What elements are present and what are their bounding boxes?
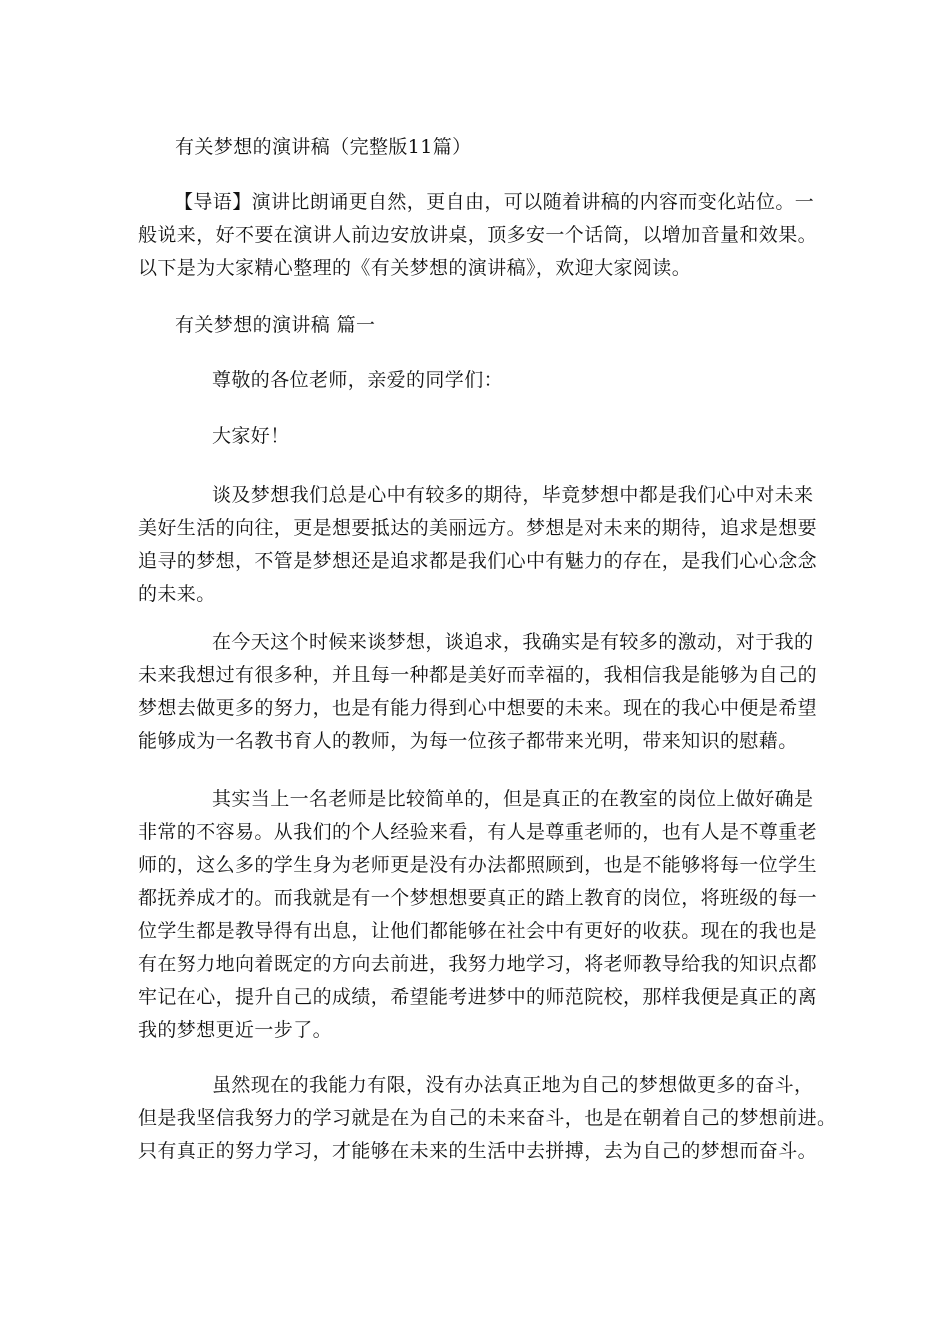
paragraph-line: 梦想去做更多的努力，也是有能力得到心中想要的未来。现在的我心中便是希望	[138, 697, 818, 719]
intro-line: 般说来，好不要在演讲人前边安放讲桌，顶多安一个话筒，以增加音量和效果。	[138, 224, 818, 246]
paragraph-line: 都抚养成才的。而我就是有一个梦想想要真正的踏上教育的岗位，将班级的每一	[138, 887, 818, 909]
salutation: 尊敬的各位老师，亲爱的同学们：	[212, 369, 504, 391]
paragraph-line: 我的梦想更近一步了。	[138, 1019, 333, 1041]
intro-paragraph	[138, 186, 817, 285]
paragraph-line: 谈及梦想我们总是心中有较多的期待，毕竟梦想中都是我们心中对未来	[212, 484, 814, 506]
intro-line: 【导语】演讲比朗诵更自然，更自由，可以随着讲稿的内容而变化站位。一	[174, 191, 815, 213]
paragraph-line: 师的，这么多的学生身为老师更是没有办法都照顾到，也是不能够将每一位学生	[138, 854, 818, 876]
paragraph-line: 只有真正的努力学习，才能够在未来的生活中去拼搏，去为自己的梦想而奋斗。	[138, 1140, 818, 1162]
document-title: 有关梦想的演讲稿（完整版11篇）	[175, 136, 472, 158]
paragraph-line: 能够成为一名教书育人的教师，为每一位孩子都带来光明，带来知识的慰藉。	[138, 730, 798, 752]
body-paragraph-4	[138, 1069, 836, 1168]
greeting: 大家好！	[212, 425, 290, 447]
paragraph-line: 的未来。	[138, 583, 216, 605]
paragraph-line: 非常的不容易。从我们的个人经验来看，有人是尊重老师的，也有人是不尊重老	[138, 821, 818, 843]
paragraph-line: 美好生活的向往，更是想要抵达的美丽远方。梦想是对未来的期待，追求是想要	[138, 517, 818, 539]
paragraph-line: 追寻的梦想，不管是梦想还是追求都是我们心中有魅力的存在，是我们心心念念	[138, 550, 818, 572]
body-paragraph-2	[138, 626, 817, 758]
paragraph-line: 牢记在心，提升自己的成绩，希望能考进梦中的师范院校，那样我便是真正的离	[138, 986, 818, 1008]
body-paragraph-3	[138, 783, 817, 1047]
paragraph-line: 其实当上一名老师是比较简单的，但是真正的在教室的岗位上做好确是	[212, 788, 814, 810]
paragraph-line: 有在努力地向着既定的方向去前进，我努力地学习，将老师教导给我的知识点都	[138, 953, 818, 975]
paragraph-line: 虽然现在的我能力有限，没有办法真正地为自己的梦想做更多的奋斗，	[212, 1074, 814, 1096]
paragraph-line: 位学生都是教导得有出息，让他们都能够在社会中有更好的收获。现在的我也是	[138, 920, 818, 942]
body-paragraph-1	[138, 479, 817, 611]
paragraph-line: 未来我想过有很多种，并且每一种都是美好而幸福的，我相信我是能够为自己的	[138, 664, 818, 686]
paragraph-line: 但是我坚信我努力的学习就是在为自己的未来奋斗，也是在朝着自己的梦想前进。	[138, 1107, 837, 1129]
intro-line: 以下是为大家精心整理的《有关梦想的演讲稿》，欢迎大家阅读。	[138, 257, 692, 279]
section-heading: 有关梦想的演讲稿 篇一	[175, 314, 376, 336]
paragraph-line: 在今天这个时候来谈梦想，谈追求，我确实是有较多的激动，对于我的	[212, 631, 814, 653]
